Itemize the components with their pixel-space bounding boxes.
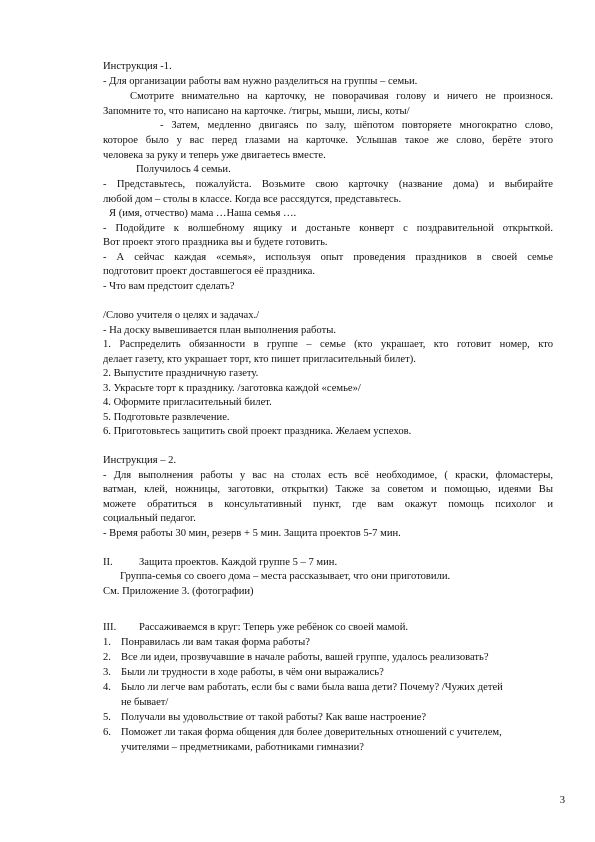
paragraph-line: См. Приложение 3. (фотографии) [103,586,254,597]
paragraph-line: подготовит проект доставшегося её праздника. [103,266,316,277]
list-item: 5. Получали вы удовольствие от такой работы? Как ваше настроение? [103,712,427,723]
list-item: 4. Оформите пригласительный билет. [103,397,272,408]
list-item: 6. Приготовьтесь защитить свой проект праздника. Желаем успехов. [103,426,412,437]
section-text: Рассаживаемся в круг: Теперь уже ребёнок со своей мамой. [139,622,409,633]
paragraph-line: - Что вам предстоит сделать? [103,281,235,292]
list-item: 5. Подготовьте развлечение. [103,412,230,423]
section-text: Защита проектов. Каждой группе 5 – 7 мин. [139,557,338,568]
paragraph-line: ватман, клей, ножницы, заготовки, открытки) Также за советом и помощью, идеями Вы [103,484,553,495]
list-item: 4. Было ли легче вам работать, если бы с вами была ваша дети? Почему? /Чужих детей [103,682,503,693]
section-number: III. [103,622,117,633]
paragraph-line: - Представьтесь, пожалуйста. Возьмите свою карточку (название дома) и выбирайте [103,179,553,190]
list-item: 2. Все ли идеи, прозвучавшие в начале работы, вашей группе, удалось реализовать? [103,652,489,663]
instruction-1-title: Инструкция -1. [103,61,172,72]
paragraph-line: Запомните то, что написано на карточке. /тигры, мыши, лисы, коты/ [103,106,410,117]
paragraph-line: - Затем, медленно двигаясь по залу, шёпотом повторяете многократно слово, [160,120,553,131]
paragraph-line: - Для выполнения работы у вас на столах есть всё необходимое, ( краски, фломастеры, [103,470,553,481]
list-item: не бывает/ [121,697,169,708]
paragraph-line: - А сейчас каждая «семья», используя опыт проведения праздников в своей семье [103,252,553,263]
list-item: учителями – предметниками, работниками гимназии? [121,742,364,753]
list-item: 3. Украсьте торт к празднику. /заготовка каждой «семье»/ [103,383,361,394]
paragraph-line: - На доску вывешивается план выполнения работы. [103,325,336,336]
paragraph-line: Вот проект этого праздника вы и будете готовить. [103,237,328,248]
paragraph-line: любой дом – столы в классе. Когда все рассядутся, представьтесь. [103,194,402,205]
paragraph-line: делает газету, кто украшает торт, кто пишет пригласительный билет). [103,354,416,365]
paragraph-line: Смотрите внимательно на карточку, не поворачивая голову и ничего не произнося. [130,91,553,102]
paragraph-line: 1. Распределить обязанности в группе – семье (кто украшает, кто готовит номер, кто [103,339,553,350]
page-number: 3 [559,795,565,806]
list-item: 6. Поможет ли такая форма общения для более доверительных отношений с учителем, [103,727,502,738]
paragraph-line: социальный педагог. [103,513,196,524]
instruction-2-title: Инструкция – 2. [103,455,177,466]
paragraph-line: которое было у вас перед глазами на карточке. Услышав такое же слово, берёте этого [103,135,553,146]
section-number: II. [103,557,113,568]
paragraph-line: человека за руку и теперь уже двигаетесь вместе. [103,150,326,161]
paragraph-line: Я (имя, отчество) мама …Наша семья …. [109,208,297,219]
list-item: 1. Понравилась ли вам такая форма работы? [103,637,310,648]
paragraph-line: можете обратиться в консультативный пункт, где вам окажут помощь психолог и [103,499,553,510]
paragraph-line: /Слово учителя о целях и задачах./ [103,310,260,321]
paragraph-line: - Время работы 30 мин, резерв + 5 мин. Защита проектов 5-7 мин. [103,528,401,539]
list-item: 2. Выпустите праздничную газету. [103,368,259,379]
paragraph-line: - Для организации работы вам нужно разделиться на группы – семьи. [103,76,418,87]
paragraph-line: - Подойдите к волшебному ящику и достаньте конверт с поздравительной открыткой. [103,223,553,234]
paragraph-line: Получилось 4 семьи. [136,164,231,175]
section-3-heading [103,620,553,635]
list-item: 3. Были ли трудности в ходе работы, в чём они выражались? [103,667,384,678]
paragraph-line: Группа-семья со своего дома – места рассказывает, что они приготовили. [120,571,451,582]
